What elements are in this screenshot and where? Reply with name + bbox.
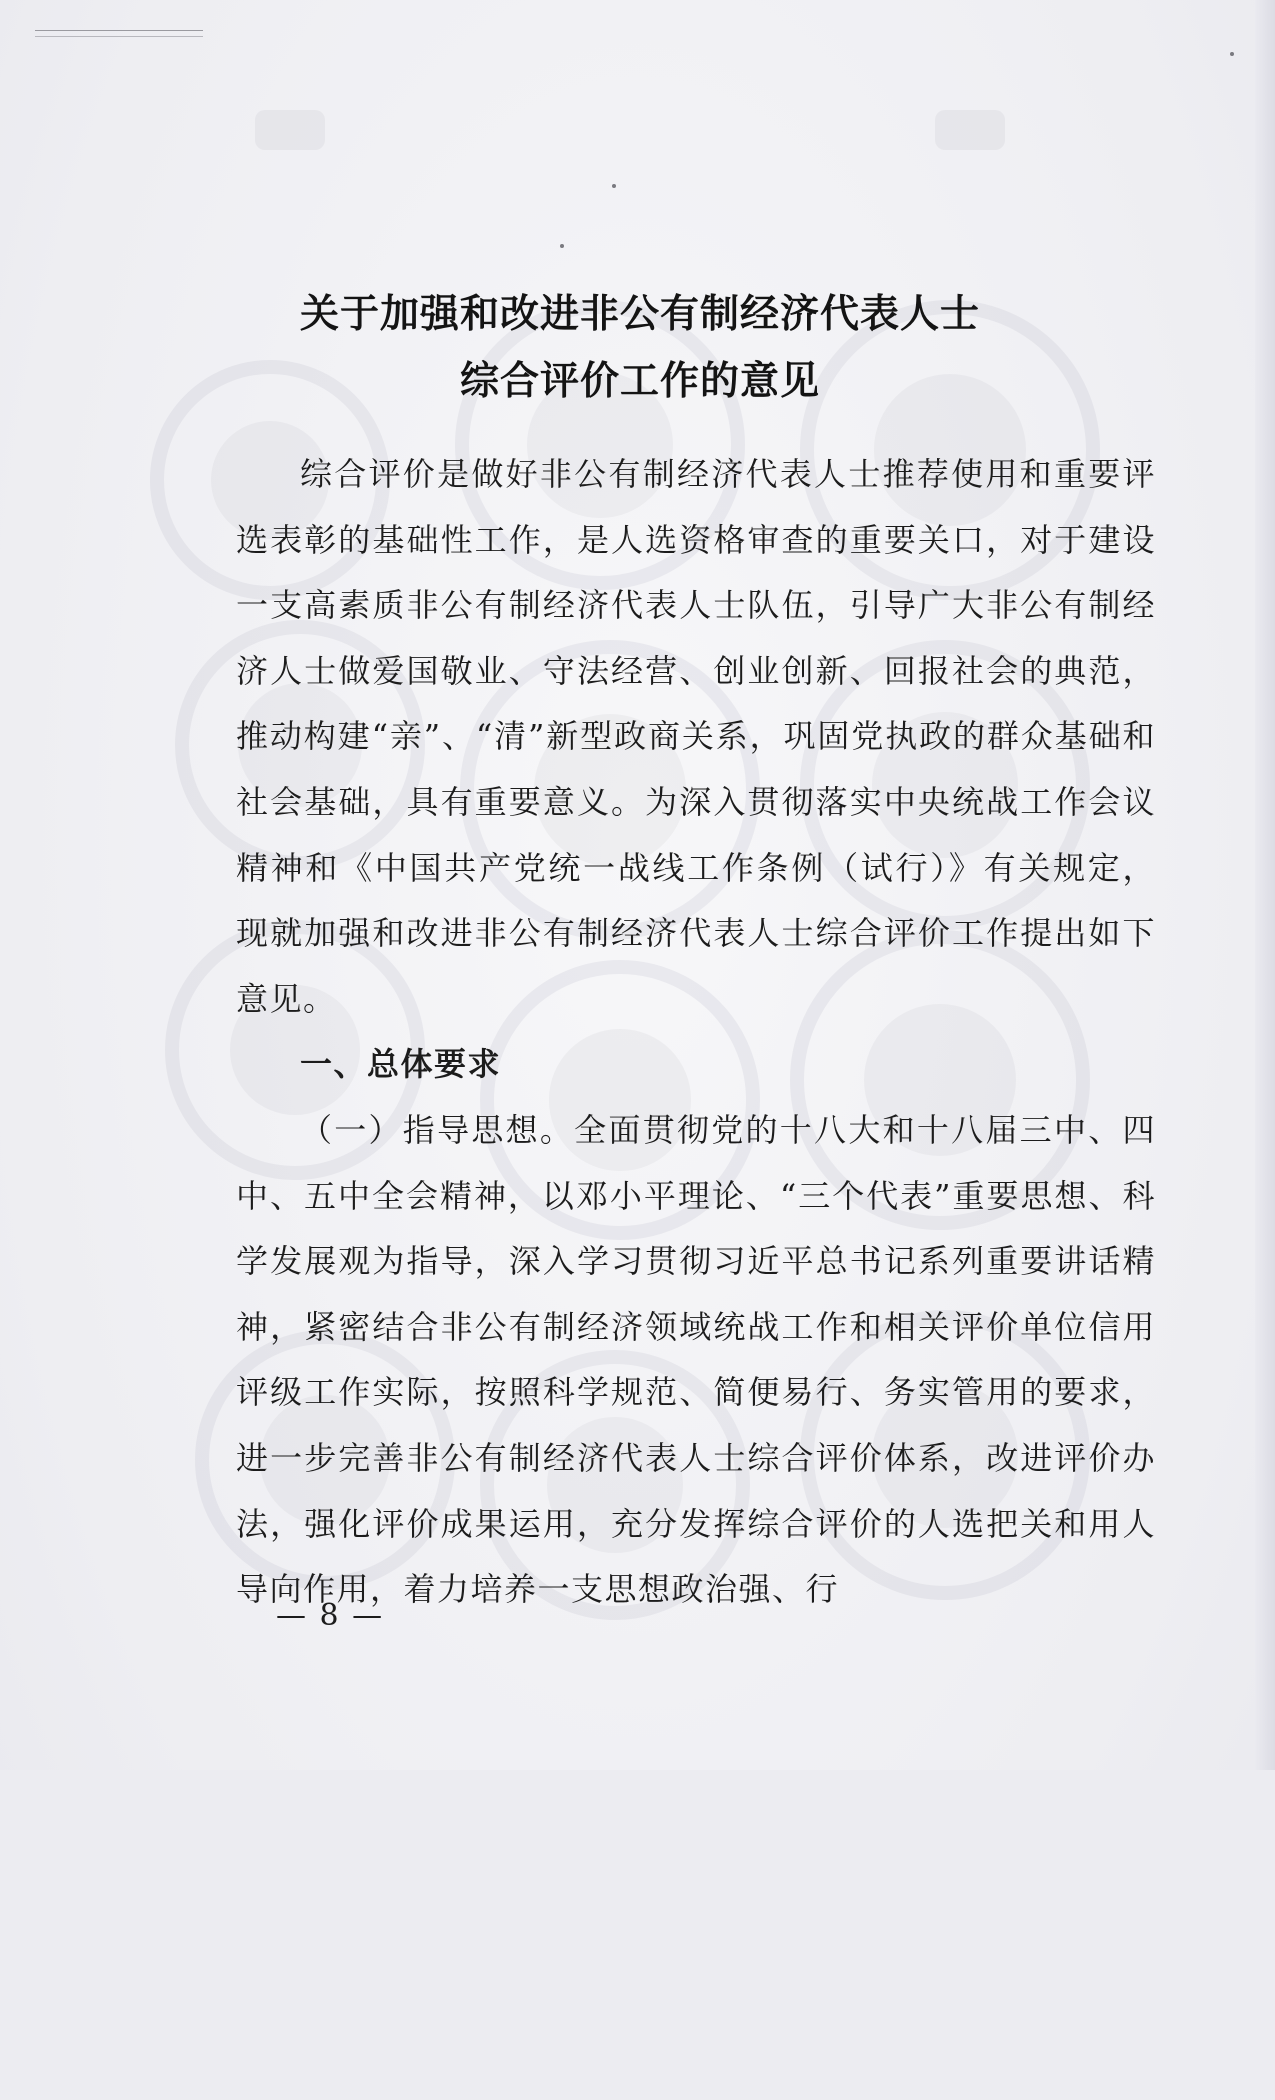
section-heading: 一、总体要求 (300, 1045, 502, 1084)
scan-smudge-right (935, 110, 1005, 150)
blank-lower-area (0, 1770, 1275, 2100)
page-number: — 8 — (276, 1598, 385, 1633)
document-title-line-1: 关于加强和改进非公有制经济代表人士 (299, 292, 980, 337)
scan-speck (560, 244, 564, 248)
top-rule-line-secondary (35, 36, 203, 37)
document-title-line-2: 综合评价工作的意见 (459, 359, 820, 404)
scan-smudge-left (255, 110, 325, 150)
top-rule-line (35, 30, 203, 31)
document-body (236, 442, 1156, 1623)
intro-paragraph: 综合评价是做好非公有制经济代表人士推荐使用和重要评选表彰的基础性工作，是人选资格审查的重要关口，对于建设一支高素质非公有制经济代表人士队伍，引导广大非公有制经济人士做爱国敬业、守法经营、创业创新、回报社会的典范，推动构建“亲”、“清”新型政商关系，巩固党执政的群众基础和社会基础，具有重要意义。为深入贯彻落实中央统战工作会议精神和《中国共产党统一战线工作条例（试行）》有关规定，现就加强和改进非公有制经济代表人士综合评价工作提出如下意见。 (236, 455, 1156, 1018)
section-paragraph: （一）指导思想。全面贯彻党的十八大和十八届三中、四中、五中全会精神，以邓小平理论、“三个代表”重要思想、科学发展观为指导，深入学习贯彻习近平总书记系列重要讲话精神，紧密结合非公有制经济领域统战工作和相关评价单位信用评级工作实际，按照科学规范、简便易行、务实管用的要求，进一步完善非公有制经济代表人士综合评价体系，改进评价办法，强化评价成果运用，充分发挥综合评价的人选把关和用人导向作用，着力培养一支思想政治强、行 (236, 1110, 1156, 1609)
scan-speck (1230, 52, 1234, 56)
scan-speck (612, 184, 616, 188)
